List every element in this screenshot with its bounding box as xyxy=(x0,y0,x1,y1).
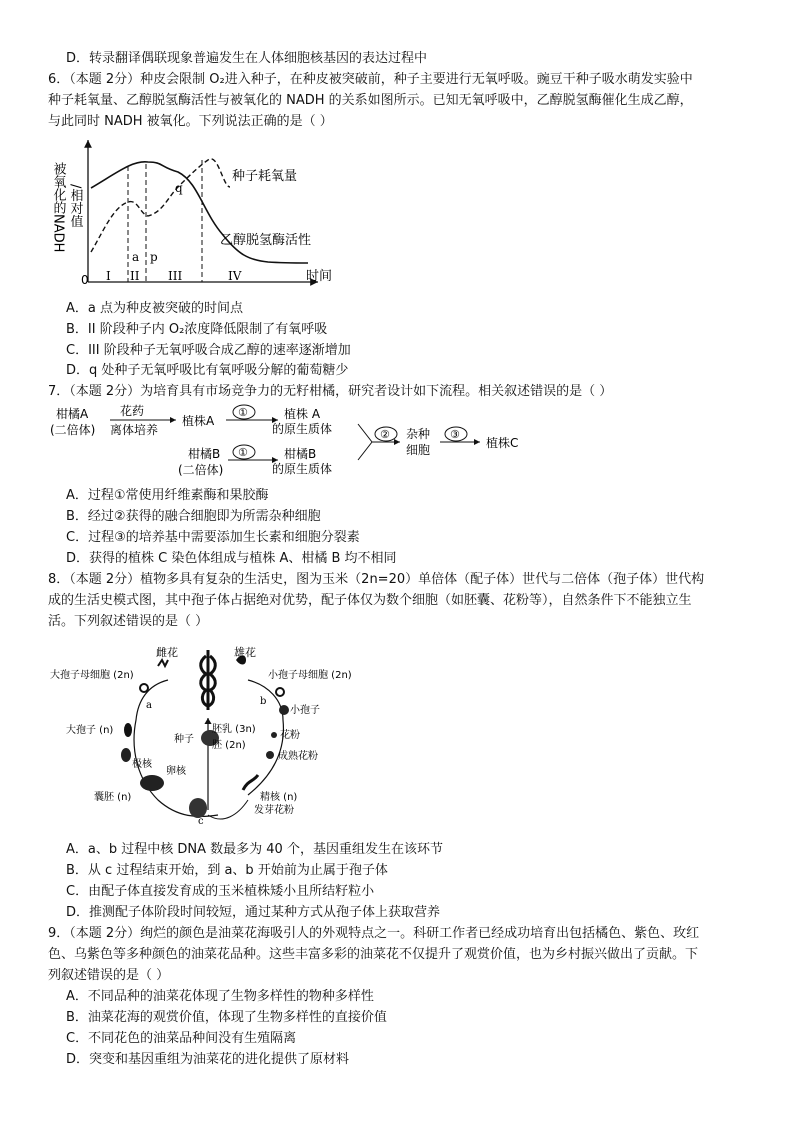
hybrid-line2: 细胞 xyxy=(406,443,431,457)
point-a-label: a xyxy=(132,250,140,264)
proto-a-line1: 植株 A xyxy=(284,407,321,421)
microspore-label: 小孢子 xyxy=(290,705,320,716)
stage-3-label: III xyxy=(168,269,183,283)
germinating-pollen-label: 发芽花粉 xyxy=(254,805,294,816)
megaspore-label: 大孢子 (n) xyxy=(66,725,114,736)
pollen-label: 花粉 xyxy=(280,730,300,741)
stage-1-label: I xyxy=(106,269,111,283)
q7-flow-diagram xyxy=(48,402,548,484)
q6-option-b: B．II 阶段种子内 O₂浓度降低限制了有氧呼吸 xyxy=(66,322,328,337)
q6-stem-line1: 6．（本题 2分）种皮会限制 O₂进入种子，在种皮被突破前，种子主要进行无氧呼吸。豌豆干种子吸水萌发实验中 xyxy=(48,72,693,87)
adh-curve-label: 乙醇脱氢酶活性 xyxy=(220,233,312,248)
egg-nucleus-label: 卵核 xyxy=(166,766,186,777)
step2-label: ② xyxy=(380,428,390,441)
male-flower-label: 雄花 xyxy=(234,646,256,659)
endosperm-label: 胚乳 (3n) xyxy=(212,724,256,735)
polar-nuclei-icon xyxy=(121,748,131,762)
embryo-label: 胚 (2n) xyxy=(212,740,246,751)
culture-label: 离体培养 xyxy=(110,423,159,437)
female-flower-label: 雌花 xyxy=(156,646,178,659)
y-axis-label-1: 被氧化的NADH xyxy=(50,162,66,253)
proto-b-line2: 的原生质体 xyxy=(272,462,333,476)
proto-b-line1: 柑橘B xyxy=(284,447,317,461)
q6-stem-line3: 与此同时 NADH 被氧化。下列说法正确的是（ ） xyxy=(48,114,333,129)
q8-option-b: B．从 c 过程结束开始，到 a、b 开始前为止属于孢子体 xyxy=(66,863,388,878)
q9-option-b: B．油菜花海的观赏价值，体现了生物多样性的直接价值 xyxy=(66,1010,387,1025)
step1-label-b: ① xyxy=(238,446,248,459)
q6-stem-line2: 种子耗氧量、乙醇脱氢酶活性与被氧化的 NADH 的关系如图所示。已知无氧呼吸中，乙醇脱氢酶催化生成乙醇， xyxy=(48,93,693,108)
citrus-a-label: 柑橘A xyxy=(56,407,89,421)
q7-option-b: B．经过②获得的融合细胞即为所需杂种细胞 xyxy=(66,509,321,524)
hybrid-line1: 杂种 xyxy=(406,427,431,441)
q8-stem-line3: 活。下列叙述错误的是（ ） xyxy=(48,614,209,629)
fertilization-path xyxy=(208,800,248,819)
q5-option-d: D．转录翻译偶联现象普遍发生在人体细胞核基因的表达过程中 xyxy=(66,51,428,66)
step3-label: ③ xyxy=(450,428,460,441)
point-p-label: p xyxy=(150,250,158,264)
q9-option-a: A．不同品种的油菜花体现了生物多样性的物种多样性 xyxy=(66,989,374,1004)
anther-label: 花药 xyxy=(120,404,145,418)
q7-option-c: C．过程③的培养基中需要添加生长素和细胞分裂素 xyxy=(66,530,360,545)
pollen-icon xyxy=(271,732,277,738)
process-b-label: b xyxy=(260,696,267,707)
q7-stem: 7．（本题 2分）为培育具有市场竞争力的无籽柑橘，研究者设计如下流程。相关叙述错误的是（ ） xyxy=(48,384,613,399)
stage-4-label: IV xyxy=(228,269,242,283)
merge-bracket xyxy=(358,424,372,460)
q6-option-a: A．a 点为种皮被突破的时间点 xyxy=(66,301,243,316)
embryo-sac-icon xyxy=(140,775,164,791)
origin-label: 0 xyxy=(81,273,89,287)
q9-stem-line3: 列叙述错误的是（ ） xyxy=(48,968,170,983)
stage-2-label: II xyxy=(130,269,140,283)
q9-stem-line1: 9．（本题 2分）绚烂的颜色是油菜花海吸引人的外观特点之一。科研工作者已经成功培育出包括橘色、紫色、玫红 xyxy=(48,926,700,941)
oxygen-curve-label: 种子耗氧量 xyxy=(232,169,298,184)
q8-option-a: A．a、b 过程中核 DNA 数最多为 40 个，基因重组发生在该环节 xyxy=(66,842,443,857)
embryo-sac-label: 囊胚 (n) xyxy=(94,792,132,803)
citrus-b-label: 柑橘B xyxy=(188,447,221,461)
q7-option-a: A．过程①常使用纤维素酶和果胶酶 xyxy=(66,488,269,503)
microspore-mother-cell-icon xyxy=(276,688,284,696)
seed-label: 种子 xyxy=(174,734,194,745)
q6-option-c: C．III 阶段种子无氧呼吸合成乙醇的速率逐渐增加 xyxy=(66,343,351,358)
q8-stem-line2: 成的生活史模式图，其中孢子体占据绝对优势，配子体仅为数个细胞（如胚囊、花粉等），自然条件下不能独立生 xyxy=(48,593,692,608)
q7-option-d: D．获得的植株 C 染色体组成与植株 A、柑橘 B 均不相同 xyxy=(66,551,397,566)
plant-a-label: 植株A xyxy=(182,414,215,428)
q8-option-d: D．推测配子体阶段时间较短，通过某种方式从孢子体上获取营养 xyxy=(66,905,441,920)
microspore-mother-label: 小孢子母细胞 (2n) xyxy=(268,670,352,681)
q9-option-c: C．不同花色的油菜品种间没有生殖隔离 xyxy=(66,1031,297,1046)
citrus-a-ploidy: (二倍体) xyxy=(50,423,96,437)
citrus-b-ploidy: (二倍体) xyxy=(178,463,224,477)
step1-label-a: ① xyxy=(238,406,248,419)
megaspore-icon xyxy=(124,723,132,737)
q6-graph xyxy=(48,132,348,296)
megaspore-mother-cell-icon xyxy=(140,684,148,692)
female-flower-icon xyxy=(158,660,168,666)
point-q-label: q xyxy=(175,181,183,195)
megaspore-mother-label: 大孢子母细胞 (2n) xyxy=(50,670,134,681)
q8-option-c: C．由配子体直接发育成的玉米植株矮小且所结籽粒小 xyxy=(66,884,375,899)
q9-option-d: D．突变和基因重组为油菜花的进化提供了原材料 xyxy=(66,1052,350,1067)
sperm-label: 精核 (n) xyxy=(260,792,298,803)
q8-stem-line1: 8．（本题 2分）植物多具有复杂的生活史，图为玉米（2n=20）单倍体（配子体）世代与二倍体（孢子体）世代构 xyxy=(48,572,705,587)
q8-lifecycle-diagram xyxy=(48,640,388,830)
proto-a-line2: 的原生质体 xyxy=(272,422,333,436)
polar-nuclei-label: 极核 xyxy=(132,759,152,770)
zygote-icon xyxy=(189,798,207,818)
y-axis-label-2: /相对值 xyxy=(67,184,83,228)
q9-stem-line2: 色、乌紫色等多种颜色的油菜花品种。这些丰富多彩的油菜花不仅提升了观赏价值，也为乡村振兴做出了贡献。下 xyxy=(48,947,699,962)
mature-pollen-icon xyxy=(266,751,274,759)
oxygen-curve xyxy=(91,159,230,252)
mature-pollen-label: 成熟花粉 xyxy=(278,751,318,762)
process-c-label: c xyxy=(198,816,204,827)
microspore-icon xyxy=(279,705,289,715)
q6-option-d: D．q 处种子无氧呼吸比有氧呼吸分解的葡萄糖少 xyxy=(66,363,349,378)
x-axis-label: 时间 xyxy=(306,269,333,284)
plant-c-label: 植株C xyxy=(486,436,519,450)
corn-plant-icon xyxy=(201,650,216,710)
process-a-label: a xyxy=(146,700,152,711)
